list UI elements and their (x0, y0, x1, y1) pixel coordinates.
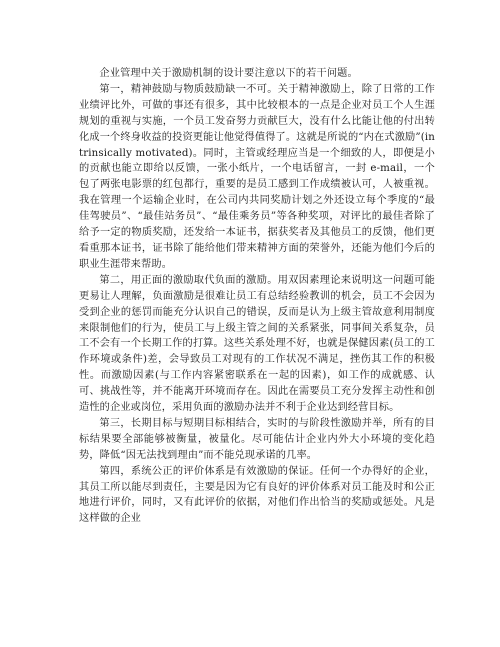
document-body (79, 66, 435, 527)
point-three-paragraph: 第三，长期目标与短期目标相结合，实时的与阶段性激励并举，所有的目标结果要全部能够被衡量，被量化。尽可能估计企业内外大小环境的变化趋势，降低“因无法找到理由”而不能兑现承诺的几率。 (79, 417, 435, 461)
point-one-paragraph: 第一，精神鼓励与物质鼓励缺一不可。关于精神激励上，除了日常的工作业绩评比外，可做的事还有很多，其中比较根本的一点是企业对员工个人生涯规划的重视与实施，一个员工发奋努力贡献巨大，没有什么比能让他的付出转化成一个终身收益的投资更能让他觉得值得了。这就是所说的“内在式激励”(intrinsically motivated)。同时，主管或经理应当是一个细致的人，即便是小的贡献也能立即给以反馈，一张小纸片，一个电话留言，一封 e-mail，一个包了两张电影票的红包都行，重要的是员工感到工作成绩被认可，人被重视。我在管理一个运输企业时，在公司内共同奖励计划之外还设立每个季度的“最佳驾驶员”、“最佳站务员”、“最佳乘务员”等各种奖项，对评比的最佳者除了给予一定的物质奖励，还发给一本证书，据获奖者及其他员工的反馈，他们更看重那本证书，证书除了能给他们带来精神方面的荣誉外，还能为他们今后的职业生涯带来帮助。 (79, 83, 435, 270)
intro-paragraph: 企业管理中关于激励机制的设计要注意以下的若干问题。 (99, 68, 358, 79)
point-two-paragraph: 第二，用正面的激励取代负面的激励。用双因素理论来说明这一问题可能更易让人理解，负面激励是很难让员工有总结经验教训的机会，员工不会因为受到企业的惩罚而能充分认识自己的错误，反而是认为上级主管故意利用制度来限制他们的行为，使员工与上级主管之间的关系紧张，同事间关系复杂，员工不会有一个长期工作的打算。这些关系处理不好，也就是保健因素(员工的工作环境或条件)差，会导致员工对现有的工作状况不满足，挫伤其工作的积极性。而激励因素(与工作内容紧密联系在一起的因素)，如工作的成就感、认可、挑战性等，并不能离开环境而存在。因此在需要员工充分发挥主动性和创造性的企业或岗位，采用负面的激励办法并不利于企业达到经营目标。 (79, 274, 435, 414)
point-four-paragraph: 第四，系统公正的评价体系是有效激励的保证。任何一个办得好的企业，其员工所以能尽到责任，主要是因为它有良好的评价体系对员工能及时和公正地进行评价，同时，又有此评价的依据，对他们作出恰当的奖励或惩处。凡是这样做的企业 (79, 465, 435, 525)
